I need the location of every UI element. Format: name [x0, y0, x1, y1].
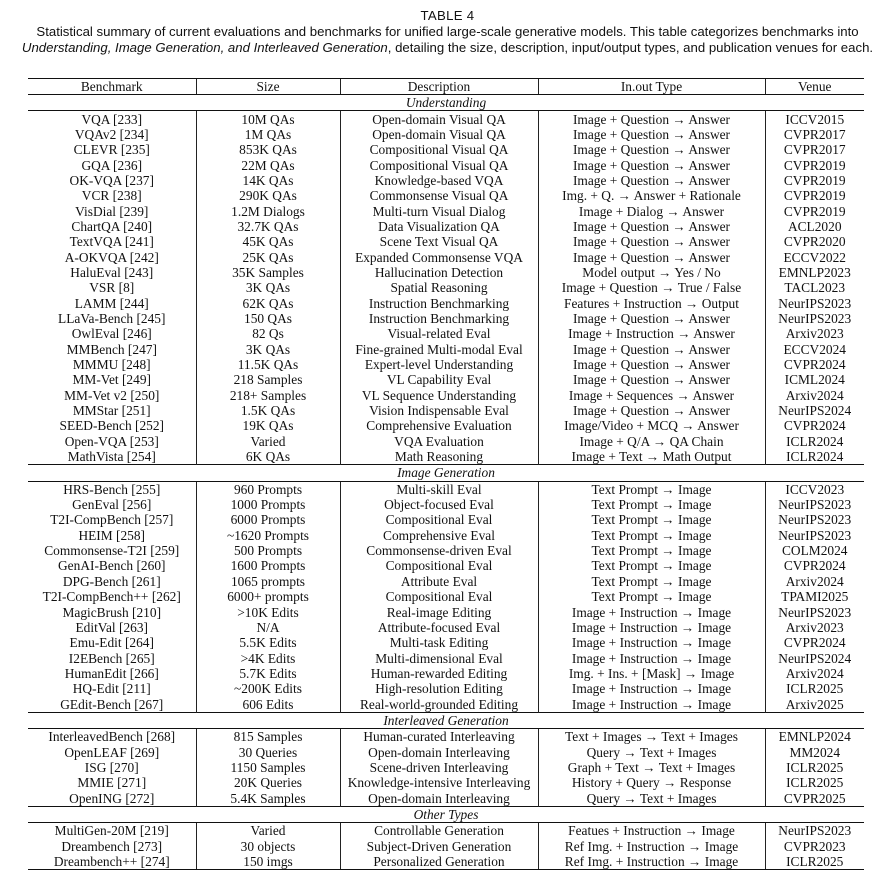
table-row [28, 604, 864, 619]
benchmark-cell: HEIM [258] [78, 527, 146, 543]
inout-type-cell: Image + Question → Answer [538, 372, 765, 387]
inout-type-cell: Query → Text + Images [538, 790, 765, 806]
benchmark-cell: SEED-Bench [252] [59, 418, 164, 434]
benchmark-cell: MathVista [254] [67, 449, 156, 465]
benchmark-cell: Dreambench++ [274] [28, 854, 196, 870]
benchmark-cell: CLEVR [235] [73, 142, 150, 158]
table-row [28, 449, 864, 465]
benchmark-cell: VSR [8] [89, 280, 135, 296]
description-cell: VQA Evaluation [340, 434, 538, 449]
caption-line-1: Statistical summary of current evaluations and benchmarks for unified large-scale generative models. This table categorizes benchmarks into [36, 24, 859, 39]
benchmark-cell: A-OKVQA [242] [64, 249, 159, 265]
size-cell: 11.5K QAs [196, 357, 340, 372]
benchmark-cell: TextVQA [241] [69, 234, 154, 250]
table-row [28, 142, 864, 157]
description-cell: Human-rewarded Editing [340, 666, 538, 681]
description-cell: Math Reasoning [340, 449, 538, 465]
description-cell: Visual-related Eval [340, 326, 538, 341]
inout-type-cell: Image + Question → Answer [538, 127, 765, 142]
benchmark-cell: MMStar [251] [72, 403, 151, 419]
inout-type-cell: Featues + Instruction → Image [538, 823, 765, 839]
venue-cell: Arxiv2024 [765, 388, 864, 403]
table-row [28, 635, 864, 650]
benchmark-cell: HRS-Bench [255] [63, 481, 161, 497]
inout-type-cell: Image + Question → Answer [538, 403, 765, 418]
table-row [28, 558, 864, 573]
size-cell: 25K QAs [196, 249, 340, 264]
inout-type-cell: History + Query → Response [538, 775, 765, 790]
size-cell: 19K QAs [196, 418, 340, 433]
table-row [28, 219, 864, 234]
header-size: Size [196, 79, 340, 95]
description-cell: Vision Indispensable Eval [340, 403, 538, 418]
inout-type-cell: Model output → Yes / No [538, 265, 765, 280]
inout-type-cell: Text Prompt → Image [538, 528, 765, 543]
venue-cell: ECCV2024 [765, 342, 864, 357]
benchmark-cell: GQA [236] [81, 157, 143, 173]
benchmark-cell: VQAv2 [234] [74, 126, 149, 142]
table-row [28, 127, 864, 142]
venue-cell: ECCV2022 [765, 249, 864, 264]
section-row [28, 95, 864, 111]
description-cell: Real-world-grounded Editing [340, 696, 538, 712]
description-cell: Spatial Reasoning [340, 280, 538, 295]
table-row [28, 357, 864, 372]
table-row [28, 528, 864, 543]
table-row [28, 823, 864, 839]
description-cell: Knowledge-based VQA [340, 173, 538, 188]
inout-type-cell: Image + Instruction → Image [538, 681, 765, 696]
size-cell: N/A [196, 620, 340, 635]
description-cell: Multi-turn Visual Dialog [340, 203, 538, 218]
inout-type-cell: Text Prompt → Image [538, 512, 765, 527]
header-benchmark: Benchmark [28, 79, 196, 95]
benchmark-cell: Commonsense-T2I [259] [44, 543, 180, 559]
benchmark-cell: VQA [233] [81, 111, 143, 127]
table-row [28, 589, 864, 604]
venue-cell: NeurIPS2024 [765, 650, 864, 665]
benchmark-cell: MM-Vet [249] [72, 372, 151, 388]
venue-cell: ICLR2024 [765, 434, 864, 449]
size-cell: 22M QAs [196, 157, 340, 172]
venue-cell: CVPR2024 [765, 635, 864, 650]
header-venue: Venue [765, 79, 864, 95]
table-row [28, 434, 864, 449]
table-row [28, 280, 864, 295]
venue-cell: NeurIPS2023 [765, 528, 864, 543]
venue-cell: NeurIPS2023 [765, 604, 864, 619]
benchmark-cell: LLaVa-Bench [245] [58, 310, 166, 326]
description-cell: Expanded Commonsense VQA [340, 249, 538, 264]
description-cell: Data Visualization QA [340, 219, 538, 234]
size-cell: Varied [196, 823, 340, 839]
size-cell: 1600 Prompts [196, 558, 340, 573]
size-cell: 30 objects [196, 839, 340, 854]
benchmark-cell: InterleavedBench [268] [48, 729, 176, 745]
venue-cell: Arxiv2024 [765, 574, 864, 589]
description-cell: Compositional Visual QA [340, 142, 538, 157]
benchmark-cell: HumanEdit [266] [64, 665, 159, 681]
table-row [28, 729, 864, 745]
inout-type-cell: Img. + Q. → Answer + Rationale [538, 188, 765, 203]
size-cell: 30 Queries [196, 744, 340, 759]
section-heading: Understanding [28, 95, 864, 111]
table-row [28, 418, 864, 433]
benchmark-cell: ChartQA [240] [71, 218, 153, 234]
venue-cell: ICLR2025 [765, 681, 864, 696]
size-cell: 5.5K Edits [196, 635, 340, 650]
venue-cell: CVPR2024 [765, 558, 864, 573]
size-cell: 150 imgs [196, 854, 340, 870]
section-row [28, 465, 864, 481]
table-row [28, 265, 864, 280]
size-cell: 960 Prompts [196, 481, 340, 497]
size-cell: 815 Samples [196, 729, 340, 745]
size-cell: 5.7K Edits [196, 666, 340, 681]
inout-type-cell: Image + Instruction → Image [538, 696, 765, 712]
table-row [28, 512, 864, 527]
benchmark-cell: MMMU [248] [72, 357, 151, 373]
table-row [28, 620, 864, 635]
table-row [28, 543, 864, 558]
venue-cell: CVPR2019 [765, 157, 864, 172]
venue-cell: NeurIPS2023 [765, 823, 864, 839]
benchmark-cell: OpenING [272] [69, 790, 155, 806]
venue-cell: ICCV2015 [765, 111, 864, 127]
table-row [28, 188, 864, 203]
venue-cell: ICLR2024 [765, 449, 864, 465]
benchmark-cell: Dreambench [273] [61, 838, 163, 854]
venue-cell: CVPR2020 [765, 234, 864, 249]
size-cell: 1065 prompts [196, 574, 340, 589]
description-cell: Multi-dimensional Eval [340, 650, 538, 665]
size-cell: 1.5K QAs [196, 403, 340, 418]
inout-type-cell: Image + Question → Answer [538, 357, 765, 372]
section-row [28, 712, 864, 728]
description-cell: Compositional Eval [340, 558, 538, 573]
size-cell: 853K QAs [196, 142, 340, 157]
size-cell: Varied [196, 434, 340, 449]
benchmark-cell: VisDial [239] [75, 203, 149, 219]
venue-cell: EMNLP2024 [765, 729, 864, 745]
description-cell: Commonsense-driven Eval [340, 543, 538, 558]
description-cell: Expert-level Understanding [340, 357, 538, 372]
venue-cell: ICLR2025 [765, 760, 864, 775]
benchmark-cell: MMBench [247] [66, 341, 157, 357]
benchmark-cell: HaluEval [243] [70, 264, 154, 280]
venue-cell: TPAMI2025 [765, 589, 864, 604]
venue-cell: NeurIPS2024 [765, 403, 864, 418]
inout-type-cell: Text Prompt → Image [538, 481, 765, 497]
table-row [28, 311, 864, 326]
benchmark-cell: Open-VQA [253] [64, 433, 159, 449]
venue-cell: COLM2024 [765, 543, 864, 558]
size-cell: 35K Samples [196, 265, 340, 280]
size-cell: 10M QAs [196, 111, 340, 127]
inout-type-cell: Image + Question → Answer [538, 157, 765, 172]
table-row [28, 111, 864, 127]
inout-type-cell: Image + Question → Answer [538, 111, 765, 127]
venue-cell: Arxiv2023 [765, 326, 864, 341]
venue-cell: Arxiv2023 [765, 620, 864, 635]
size-cell: >10K Edits [196, 604, 340, 619]
description-cell: Comprehensive Evaluation [340, 418, 538, 433]
benchmark-cell: LAMM [244] [74, 295, 149, 311]
size-cell: 32.7K QAs [196, 219, 340, 234]
benchmark-cell: MultiGen-20M [219] [54, 823, 169, 839]
inout-type-cell: Image + Question → Answer [538, 311, 765, 326]
size-cell: 6K QAs [196, 449, 340, 465]
description-cell: Controllable Generation [340, 823, 538, 839]
benchmark-cell: T2I-CompBench [257] [50, 512, 174, 528]
table-row [28, 760, 864, 775]
benchmark-cell: HQ-Edit [211] [72, 681, 151, 697]
description-cell: Attribute-focused Eval [340, 620, 538, 635]
table-row [28, 326, 864, 341]
description-cell: Knowledge-intensive Interleaving [340, 775, 538, 790]
description-cell: Multi-skill Eval [340, 481, 538, 497]
size-cell: 14K QAs [196, 173, 340, 188]
description-cell: Scene-driven Interleaving [340, 760, 538, 775]
inout-type-cell: Text Prompt → Image [538, 497, 765, 512]
inout-type-cell: Text Prompt → Image [538, 589, 765, 604]
venue-cell: CVPR2024 [765, 357, 864, 372]
table-row [28, 650, 864, 665]
description-cell: Open-domain Visual QA [340, 111, 538, 127]
venue-cell: NeurIPS2023 [765, 295, 864, 310]
inout-type-cell: Image + Instruction → Image [538, 604, 765, 619]
benchmark-cell: MMIE [271] [77, 775, 147, 791]
description-cell: Attribute Eval [340, 574, 538, 589]
size-cell: 3K QAs [196, 280, 340, 295]
size-cell: 6000 Prompts [196, 512, 340, 527]
table-row [28, 497, 864, 512]
venue-cell: ICLR2025 [765, 854, 864, 870]
size-cell: 5.4K Samples [196, 790, 340, 806]
size-cell: 1150 Samples [196, 760, 340, 775]
inout-type-cell: Text Prompt → Image [538, 558, 765, 573]
venue-cell: ICLR2025 [765, 775, 864, 790]
description-cell: Open-domain Interleaving [340, 790, 538, 806]
caption-line-2-rest: , detailing the size, description, input/output types, and publication venues for each. [387, 40, 874, 55]
venue-cell: ACL2020 [765, 219, 864, 234]
description-cell: Object-focused Eval [340, 497, 538, 512]
inout-type-cell: Image + Sequences → Answer [538, 388, 765, 403]
venue-cell: ICML2024 [765, 372, 864, 387]
table-row [28, 295, 864, 310]
inout-type-cell: Img. + Ins. + [Mask] → Image [538, 666, 765, 681]
table-row [28, 203, 864, 218]
benchmark-cell: OpenLEAF [269] [64, 744, 160, 760]
description-cell: Scene Text Visual QA [340, 234, 538, 249]
benchmark-cell: MM-Vet v2 [250] [64, 387, 160, 403]
venue-cell: ICCV2023 [765, 481, 864, 497]
inout-type-cell: Query → Text + Images [538, 744, 765, 759]
description-cell: Personalized Generation [340, 854, 538, 870]
benchmark-cell: Emu-Edit [264] [69, 635, 154, 651]
venue-cell: CVPR2017 [765, 142, 864, 157]
header-inout-type: In.out Type [538, 79, 765, 95]
venue-cell: CVPR2019 [765, 173, 864, 188]
inout-type-cell: Image + Question → True / False [538, 280, 765, 295]
table-row [28, 790, 864, 806]
size-cell: 1M QAs [196, 127, 340, 142]
size-cell: >4K Edits [196, 650, 340, 665]
inout-type-cell: Graph + Text → Text + Images [538, 760, 765, 775]
venue-cell: Arxiv2025 [765, 696, 864, 712]
section-row [28, 806, 864, 822]
table-row [28, 574, 864, 589]
header-row [28, 79, 864, 95]
size-cell: 218 Samples [196, 372, 340, 387]
benchmark-cell: ISG [270] [84, 759, 139, 775]
size-cell: 290K QAs [196, 188, 340, 203]
inout-type-cell: Image + Question → Answer [538, 142, 765, 157]
description-cell: Comprehensive Eval [340, 528, 538, 543]
description-cell: Subject-Driven Generation [340, 839, 538, 854]
description-cell: Multi-task Editing [340, 635, 538, 650]
size-cell: 1.2M Dialogs [196, 203, 340, 218]
table-row [28, 681, 864, 696]
table-row [28, 249, 864, 264]
inout-type-cell: Image + Instruction → Image [538, 635, 765, 650]
benchmark-cell: I2EBench [265] [68, 650, 155, 666]
benchmark-cell: DPG-Bench [261] [62, 573, 161, 589]
table-row [28, 388, 864, 403]
table-row [28, 157, 864, 172]
description-cell: Open-domain Visual QA [340, 127, 538, 142]
size-cell: 218+ Samples [196, 388, 340, 403]
benchmark-cell: EditVal [263] [75, 619, 149, 635]
benchmark-cell: OwlEval [246] [71, 326, 152, 342]
inout-type-cell: Image/Video + MCQ → Answer [538, 418, 765, 433]
inout-type-cell: Image + Question → Answer [538, 342, 765, 357]
inout-type-cell: Image + Q/A → QA Chain [538, 434, 765, 449]
caption-line-2 [0, 40, 895, 56]
venue-cell: Arxiv2024 [765, 666, 864, 681]
description-cell: VL Sequence Understanding [340, 388, 538, 403]
description-cell: High-resolution Editing [340, 681, 538, 696]
inout-type-cell: Image + Dialog → Answer [538, 203, 765, 218]
size-cell: 3K QAs [196, 342, 340, 357]
inout-type-cell: Image + Text → Math Output [538, 449, 765, 465]
section-heading: Interleaved Generation [28, 712, 864, 728]
table-label: TABLE 4 [420, 8, 475, 23]
venue-cell: CVPR2019 [765, 188, 864, 203]
table-row [28, 696, 864, 712]
venue-cell: NeurIPS2023 [765, 311, 864, 326]
size-cell: 606 Edits [196, 696, 340, 712]
table-row [28, 666, 864, 681]
size-cell: 1000 Prompts [196, 497, 340, 512]
benchmark-cell: GenEval [256] [72, 497, 152, 513]
description-cell: Instruction Benchmarking [340, 295, 538, 310]
description-cell: Real-image Editing [340, 604, 538, 619]
venue-cell: CVPR2017 [765, 127, 864, 142]
table-row [28, 342, 864, 357]
table-row [28, 839, 864, 854]
size-cell: 20K Queries [196, 775, 340, 790]
inout-type-cell: Image + Question → Answer [538, 249, 765, 264]
description-cell: Commonsense Visual QA [340, 188, 538, 203]
table-body [28, 95, 864, 870]
description-cell: Human-curated Interleaving [340, 729, 538, 745]
venue-cell: CVPR2019 [765, 203, 864, 218]
caption-italic-categories: Understanding, Image Generation, and Interleaved Generation [21, 40, 388, 55]
description-cell: Compositional Visual QA [340, 157, 538, 172]
description-cell: Compositional Eval [340, 512, 538, 527]
table-row [28, 481, 864, 497]
description-cell: Open-domain Interleaving [340, 744, 538, 759]
inout-type-cell: Image + Question → Answer [538, 173, 765, 188]
venue-cell: EMNLP2023 [765, 265, 864, 280]
inout-type-cell: Image + Instruction → Answer [538, 326, 765, 341]
inout-type-cell: Text Prompt → Image [538, 574, 765, 589]
inout-type-cell: Image + Question → Answer [538, 219, 765, 234]
table-row [28, 744, 864, 759]
inout-type-cell: Image + Instruction → Image [538, 620, 765, 635]
description-cell: Hallucination Detection [340, 265, 538, 280]
size-cell: 6000+ prompts [196, 589, 340, 604]
venue-cell: MM2024 [765, 744, 864, 759]
description-cell: VL Capability Eval [340, 372, 538, 387]
table-row [28, 775, 864, 790]
benchmark-cell: GEdit-Bench [267] [60, 696, 164, 712]
benchmark-cell: MagicBrush [210] [62, 604, 162, 620]
inout-type-cell: Image + Question → Answer [538, 234, 765, 249]
table-row [28, 403, 864, 418]
description-cell: Fine-grained Multi-modal Eval [340, 342, 538, 357]
section-heading: Other Types [28, 806, 864, 822]
table-row [28, 372, 864, 387]
inout-type-cell: Text Prompt → Image [538, 543, 765, 558]
size-cell: 45K QAs [196, 234, 340, 249]
venue-cell: CVPR2023 [765, 839, 864, 854]
inout-type-cell: Image + Instruction → Image [538, 650, 765, 665]
venue-cell: CVPR2024 [765, 418, 864, 433]
benchmark-cell: T2I-CompBench++ [262] [42, 589, 181, 605]
inout-type-cell: Text + Images → Text + Images [538, 729, 765, 745]
venue-cell: TACL2023 [765, 280, 864, 295]
description-cell: Compositional Eval [340, 589, 538, 604]
section-heading: Image Generation [28, 465, 864, 481]
inout-type-cell: Features + Instruction → Output [538, 295, 765, 310]
benchmark-cell: VCR [238] [81, 188, 142, 204]
venue-cell: NeurIPS2023 [765, 497, 864, 512]
table-row [28, 234, 864, 249]
size-cell: ~200K Edits [196, 681, 340, 696]
size-cell: 62K QAs [196, 295, 340, 310]
venue-cell: CVPR2025 [765, 790, 864, 806]
inout-type-cell: Ref Img. + Instruction → Image [538, 854, 765, 870]
benchmark-cell: GenAI-Bench [260] [58, 558, 166, 574]
header-description: Description [340, 79, 538, 95]
size-cell: 500 Prompts [196, 543, 340, 558]
table-row [28, 854, 864, 870]
size-cell: ~1620 Prompts [196, 528, 340, 543]
venue-cell: NeurIPS2023 [765, 512, 864, 527]
table-row [28, 173, 864, 188]
size-cell: 82 Qs [196, 326, 340, 341]
description-cell: Instruction Benchmarking [340, 311, 538, 326]
benchmark-cell: OK-VQA [237] [69, 172, 154, 188]
inout-type-cell: Ref Img. + Instruction → Image [538, 839, 765, 854]
size-cell: 150 QAs [196, 311, 340, 326]
benchmark-table [28, 78, 864, 870]
